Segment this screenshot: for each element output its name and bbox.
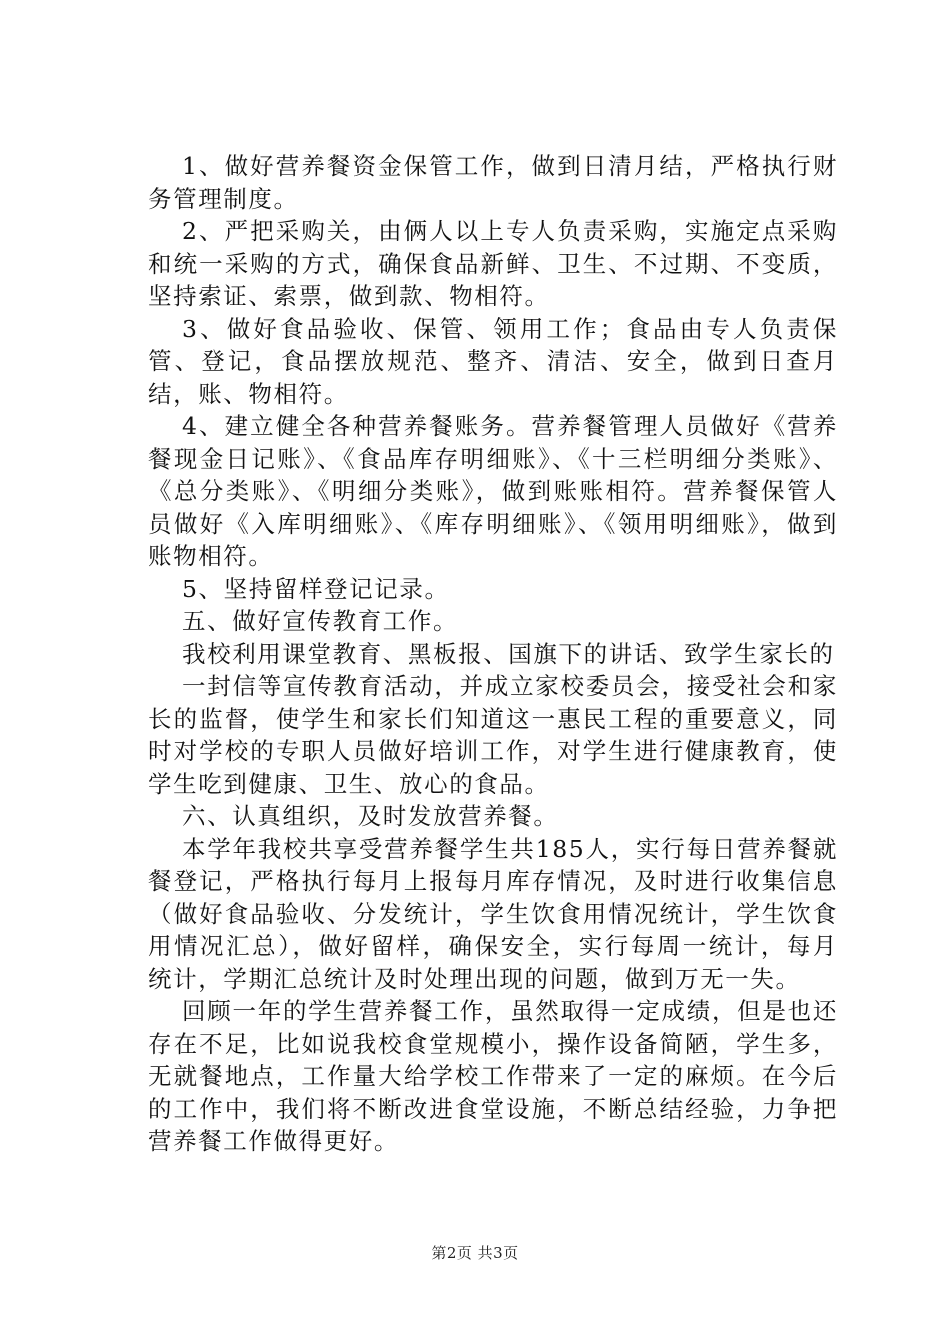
paragraph-item-2: 2、严把采购关，由俩人以上专人负责采购，实施定点采购和统一采购的方式，确保食品新鲜、卫生、不过期、不变质，坚持索证、索票，做到款、物相符。 [148, 217, 838, 310]
page-number-footer: 第2页 共3页 [431, 1244, 519, 1262]
section-heading-5: 五、做好宣传教育工作。 [182, 607, 459, 635]
paragraph-item-3: 3、做好食品验收、保管、领用工作；食品由专人负责保管、登记，食品摆放规范、整齐、清洁、安全，做到日查月结，账、物相符。 [148, 314, 838, 408]
paragraph-publicity-continued: 一封信等宣传教育活动，并成立家校委员会，接受社会和家长的监督，使学生和家长们知道这一惠民工程的重要意义，同时对学校的专职人员做好培训工作，对学生进行健康教育，使学生吃到健康、卫生、放心的食品。 [148, 672, 838, 798]
paragraph-item-1: 1、做好营养餐资金保管工作，做到日清月结，严格执行财务管理制度。 [148, 152, 838, 213]
paragraph-review: 回顾一年的学生营养餐工作，虽然取得一定成绩，但是也还存在不足，比如说我校食堂规模小，操作设备简陋，学生多，无就餐地点，工作量大给学校工作带来了一定的麻烦。在今后的工作中，我们将不断改进食堂设施，不断总结经验，力争把营养餐工作做得更好。 [148, 997, 838, 1155]
paragraph-publicity-start: 我校利用课堂教育、黑板报、国旗下的讲话、致学生家长的 [182, 639, 835, 668]
paragraph-item-5: 5、坚持留样登记记录。 [182, 574, 450, 603]
section-heading-6: 六、认真组织，及时发放营养餐。 [182, 802, 559, 830]
paragraph-distribution: 本学年我校共享受营养餐学生共185人，实行每日营养餐就餐登记，严格执行每月上报每月库存情况，及时进行收集信息（做好食品验收、分发统计，学生饮食用情况统计，学生饮食用情况汇总），做好留样，确保安全，实行每周一统计，每月统计，学期汇总统计及时处理出现的问题，做到万无一失。 [148, 834, 838, 993]
document-body [148, 150, 838, 1158]
paragraph-item-4: 4、建立健全各种营养餐账务。营养餐管理人员做好《营养餐现金日记账》、《食品库存明细账》、《十三栏明细分类账》、《总分类账》、《明细分类账》，做到账账相符。营养餐保管人员做好《入库明细账》、《库存明细账》、《领用明细账》，做到账物相符。 [148, 412, 838, 570]
